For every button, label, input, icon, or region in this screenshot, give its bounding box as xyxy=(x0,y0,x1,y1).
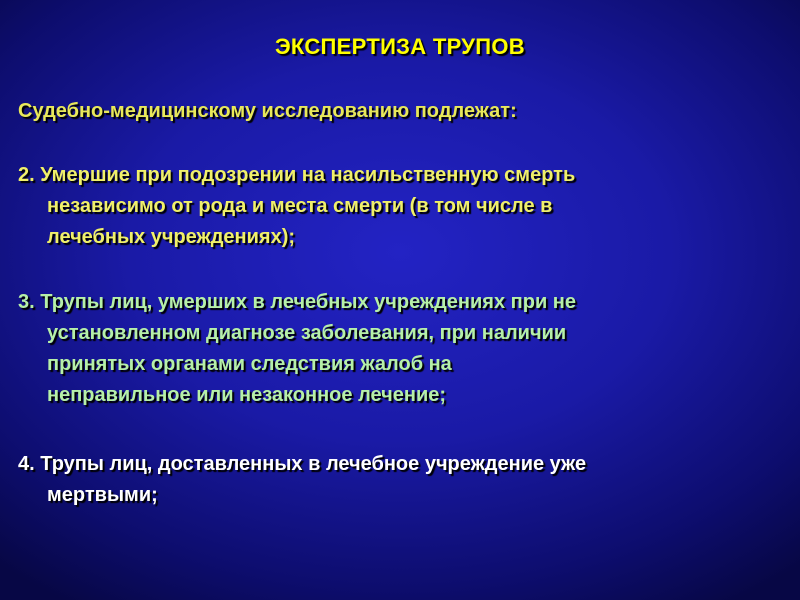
list-item-3-line-2: установленном диагнозе заболевания, при наличии xyxy=(47,322,567,344)
list-item-3 xyxy=(18,287,788,411)
list-item-2-line-1: 2. Умершие при подозрении на насильственную смерть xyxy=(18,164,576,186)
list-item-4-line-1: 4. Трупы лиц, доставленных в лечебное учреждение уже xyxy=(18,453,587,475)
slide-title: ЭКСПЕРТИЗА ТРУПОВ xyxy=(274,34,525,59)
list-item-2-line-3: лечебных учреждениях); xyxy=(47,226,296,248)
list-item-3-line-4: неправильное или незаконное лечение; xyxy=(47,384,447,406)
list-item-2 xyxy=(18,160,788,253)
list-item-4-line-2: мертвыми; xyxy=(47,484,158,506)
list-item-3-line-1: 3. Трупы лиц, умерших в лечебных учреждениях при не xyxy=(18,291,576,313)
slide-subtitle: Судебно-медицинскому исследованию подлежат: xyxy=(18,100,517,122)
list-item-2-line-2: независимо от рода и места смерти (в том числе в xyxy=(47,195,553,217)
list-item-3-line-3: принятых органами следствия жалоб на xyxy=(47,353,452,375)
list-item-4 xyxy=(18,449,788,511)
